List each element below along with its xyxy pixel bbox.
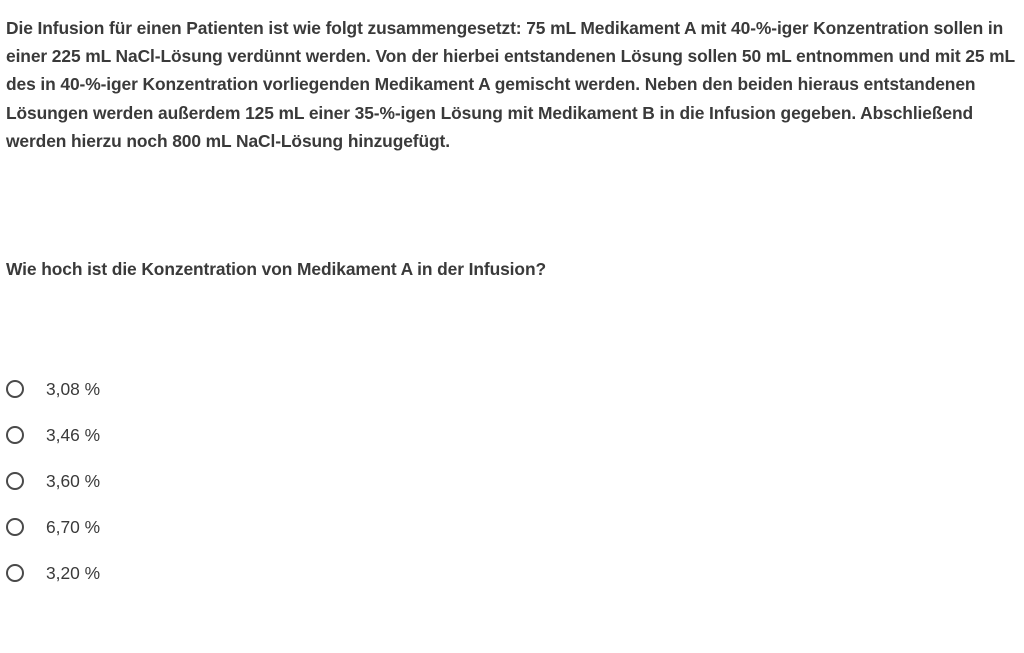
question-prompt: Wie hoch ist die Konzentration von Medikament A in der Infusion? xyxy=(6,259,546,279)
answer-option-label: 3,20 % xyxy=(46,562,101,583)
radio-button[interactable] xyxy=(6,472,24,490)
answer-option-label: 3,46 % xyxy=(46,424,101,445)
radio-button[interactable] xyxy=(6,380,24,398)
answer-options xyxy=(6,366,100,596)
answer-option-label: 6,70 % xyxy=(46,516,101,537)
radio-button[interactable] xyxy=(6,426,24,444)
radio-button[interactable] xyxy=(6,518,24,536)
answer-option-2[interactable] xyxy=(6,412,100,458)
radio-button[interactable] xyxy=(6,564,24,582)
answer-option-4[interactable] xyxy=(6,504,100,550)
answer-option-3[interactable] xyxy=(6,458,100,504)
answer-option-5[interactable] xyxy=(6,550,100,596)
answer-option-label: 3,60 % xyxy=(46,470,101,491)
question-text: Die Infusion für einen Patienten ist wie folgt zusammengesetzt: 75 mL Medikament A mit 40-%-iger Konzentration sollen in einer 225 mL NaCl-Lösung verdünnt werden. Von der hierbei entstandenen Lösung sollen 50 mL entnommen und mit 25 mL des in 40-%-iger Konzentration vorliegenden Medikament A gemischt werden. Neben den beiden hieraus entstandenen Lösungen werden außerdem 125 mL einer 35-%-igen Lösung mit Medikament B in die Infusion gegeben. Abschließend werden hierzu noch 800 mL NaCl-Lösung hinzugefügt. xyxy=(6,18,1015,151)
answer-option-label: 3,08 % xyxy=(46,378,101,399)
answer-option-1[interactable] xyxy=(6,366,100,412)
question-block xyxy=(6,14,1020,155)
